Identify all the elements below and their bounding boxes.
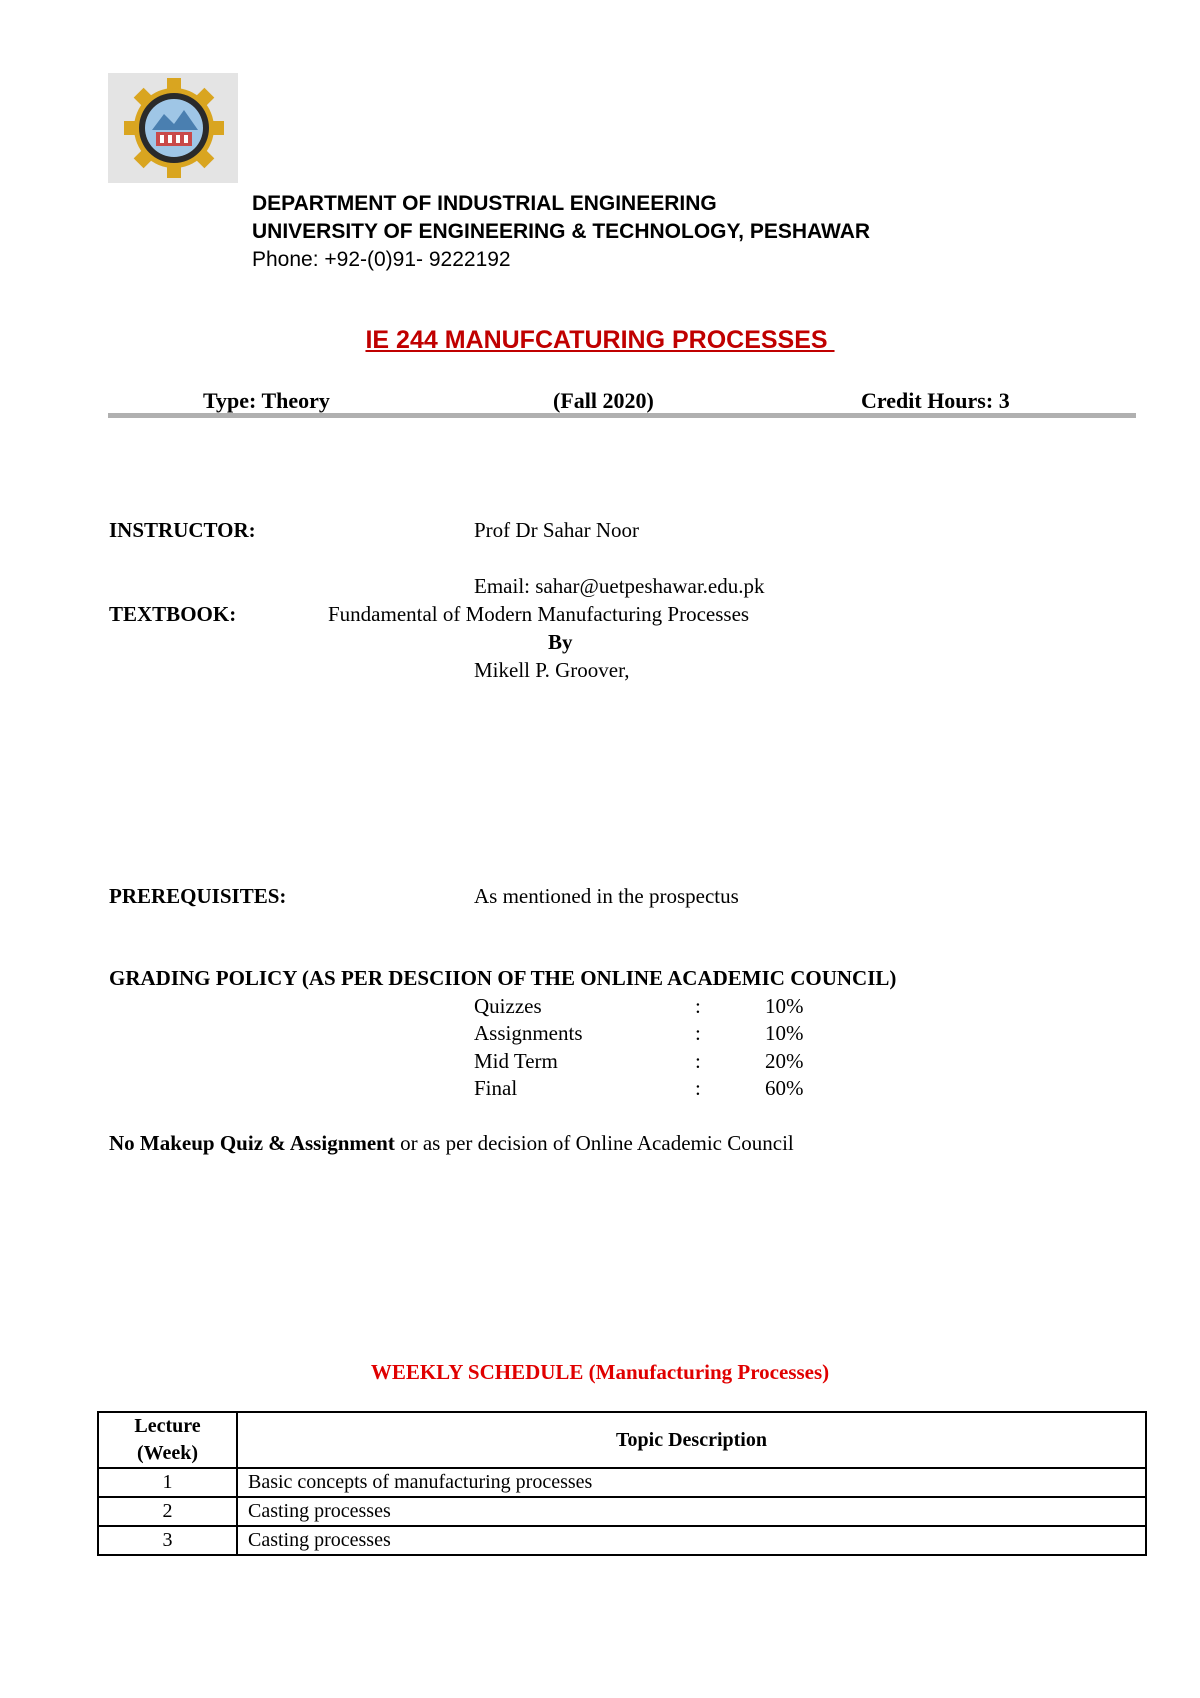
department-header xyxy=(252,190,870,246)
week-header-line1: Lecture xyxy=(134,1415,201,1437)
grade-item-value: 20% xyxy=(765,1049,804,1073)
textbook-by: By xyxy=(548,630,573,654)
divider-rule xyxy=(108,413,1136,418)
course-type: Type: Theory xyxy=(203,388,330,413)
schedule-title: WEEKLY SCHEDULE (Manufacturing Processes) xyxy=(370,1360,830,1384)
makeup-note xyxy=(109,1131,794,1156)
grade-item-name: Assignments xyxy=(474,1021,583,1045)
instructor-label: INSTRUCTOR: xyxy=(109,518,256,542)
course-term: (Fall 2020) xyxy=(553,388,654,413)
grade-item-separator: : xyxy=(695,1021,701,1045)
makeup-note-rest: or as per decision of Online Academic Council xyxy=(394,1131,794,1155)
gear-emblem-icon xyxy=(108,73,238,183)
topic-column-header: Topic Description xyxy=(237,1412,1146,1468)
university-name: UNIVERSITY OF ENGINEERING & TECHNOLOGY, PESHAWAR xyxy=(252,220,871,243)
prerequisites-label: PREREQUISITES: xyxy=(109,884,287,908)
prerequisites-value: As mentioned in the prospectus xyxy=(474,884,739,908)
instructor-email: Email: sahar@uetpeshawar.edu.pk xyxy=(474,574,765,598)
week-header-line2: (Week) xyxy=(136,1442,199,1464)
table-header-row xyxy=(98,1412,1146,1468)
grade-item-separator: : xyxy=(695,1076,701,1100)
week-cell: 1 xyxy=(98,1468,237,1497)
credit-hours: Credit Hours: 3 xyxy=(861,388,1010,413)
textbook-author: Mikell P. Groover, xyxy=(474,658,630,682)
schedule-table xyxy=(97,1411,1147,1556)
table-row xyxy=(98,1497,1146,1526)
topic-cell: Casting processes xyxy=(237,1497,1146,1526)
textbook-title: Fundamental of Modern Manufacturing Processes xyxy=(328,602,750,626)
grade-item-value: 10% xyxy=(765,1021,804,1045)
grade-item-separator: : xyxy=(695,1049,701,1073)
week-column-header xyxy=(98,1412,237,1468)
topic-cell: Casting processes xyxy=(237,1526,1146,1555)
makeup-note-bold: No Makeup Quiz & Assignment xyxy=(109,1131,395,1155)
week-cell: 3 xyxy=(98,1526,237,1555)
phone-number: Phone: +92-(0)91- 9222192 xyxy=(252,248,511,271)
course-title: IE 244 MANUFCATURING PROCESSES xyxy=(365,326,835,354)
grade-item-name: Mid Term xyxy=(474,1049,558,1073)
table-row xyxy=(98,1468,1146,1497)
grade-item-name: Final xyxy=(474,1076,518,1100)
textbook-label: TEXTBOOK: xyxy=(109,602,237,626)
grading-title: GRADING POLICY (AS PER DESCIION OF THE ONLINE ACADEMIC COUNCIL) xyxy=(109,966,897,990)
instructor-name: Prof Dr Sahar Noor xyxy=(474,518,640,542)
grade-item-name: Quizzes xyxy=(474,994,542,1018)
grade-item-separator: : xyxy=(695,994,701,1018)
grade-item-value: 10% xyxy=(765,994,804,1018)
week-cell: 2 xyxy=(98,1497,237,1526)
department-name: DEPARTMENT OF INDUSTRIAL ENGINEERING xyxy=(252,192,717,215)
table-row xyxy=(98,1526,1146,1555)
university-logo xyxy=(108,73,238,183)
grade-item-value: 60% xyxy=(765,1076,804,1100)
topic-cell: Basic concepts of manufacturing processes xyxy=(237,1468,1146,1497)
